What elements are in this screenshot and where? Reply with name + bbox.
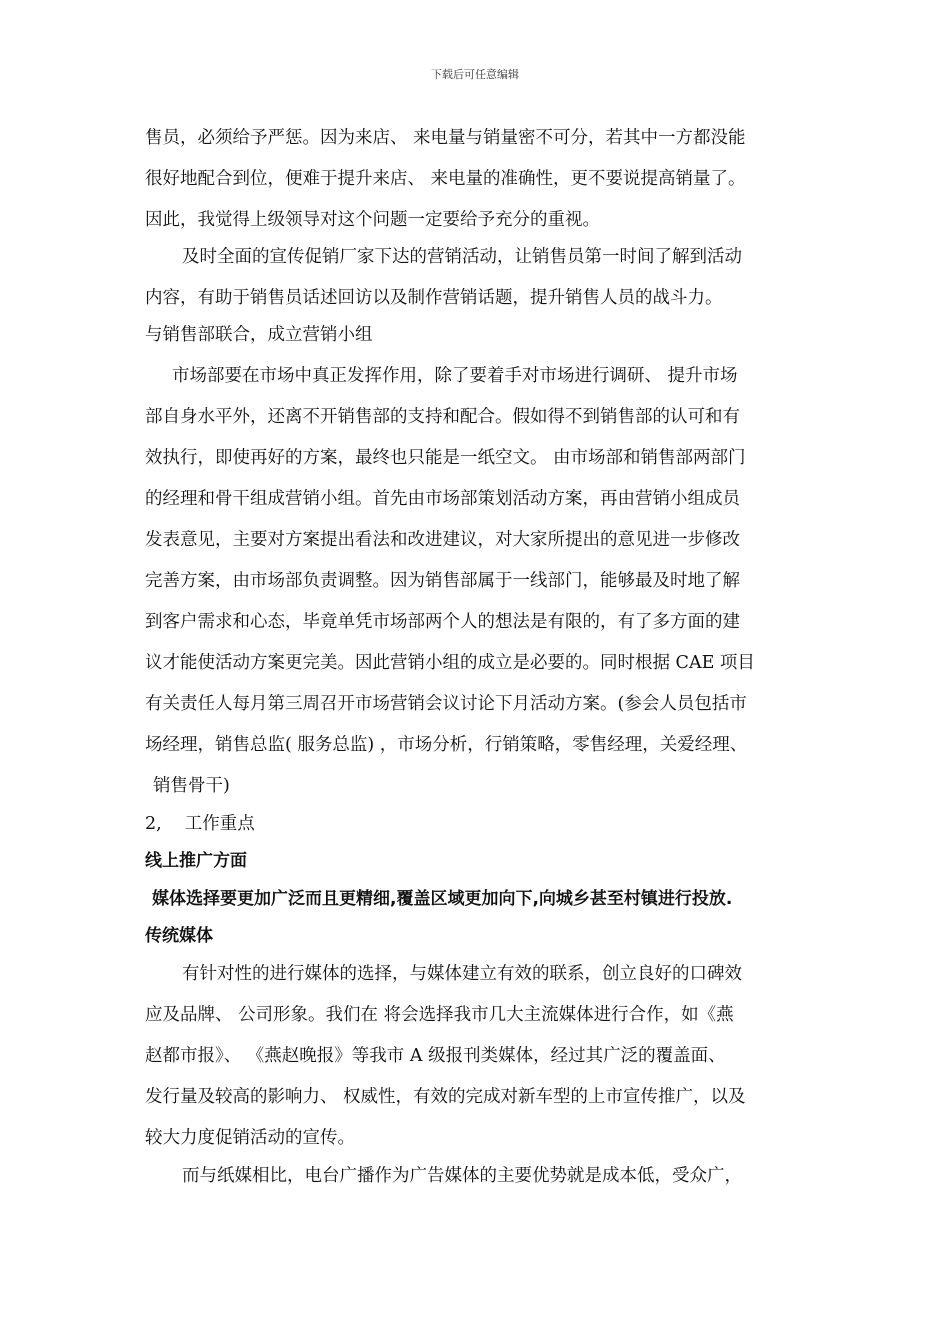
text-line: 因此，我觉得上级领导对这个问题一定要给予充分的重视。 <box>145 210 600 230</box>
page-header: 下载后可任意编辑 <box>431 68 519 81</box>
text-line: 议才能使活动方案更完美。因此营销小组的成立是必要的。同时根据 CAE 项目 <box>145 653 755 673</box>
section-heading: 与销售部联合，成立营销小组 <box>145 325 373 345</box>
text-line: 到客户需求和心态，毕竟单凭市场部两个人的想法是有限的，有了多方面的建 <box>145 612 740 632</box>
text-line: 较大力度促销活动的宣传。 <box>145 1128 355 1148</box>
subheading-traditional-media: 传统媒体 <box>145 926 213 946</box>
text-line: 有关责任人每月第三周召开市场营销会议讨论下月活动方案。(参会人员包括市 <box>145 694 747 714</box>
section-number-heading: 2, 工作重点 <box>145 814 255 834</box>
text-line: 赵都市报》、 《燕赵晚报》等我市 A 级报刊类媒体，经过其广泛的覆盖面、 <box>145 1046 726 1066</box>
text-line: 完善方案，由市场部负责调整。因为销售部属于一线部门，能够最及时地了解 <box>145 571 740 591</box>
text-line: 效执行，即使再好的方案，最终也只能是一纸空文。 由市场部和销售部两部门 <box>145 448 746 468</box>
text-line: 的经理和骨干组成营销小组。首先由市场部策划活动方案，再由营销小组成员 <box>145 489 740 509</box>
text-line: 部自身水平外，还离不开销售部的支持和配合。假如得不到销售部的认可和有 <box>145 407 740 427</box>
text-line: 应及品牌、 公司形象。我们在 将会选择我市几大主流媒体进行合作，如《燕 <box>145 1005 734 1025</box>
text-line: 售员，必须给予严惩。因为来店、 来电量与销量密不可分，若其中一方都没能 <box>145 128 746 148</box>
bold-statement: 媒体选择要更加广泛而且更精细,覆盖区域更加向下,向城乡甚至村镇进行投放. <box>152 889 733 909</box>
text-line: 有针对性的进行媒体的选择，与媒体建立有效的联系，创立良好的口碑效 <box>182 964 742 984</box>
subheading-online-promotion: 线上推广方面 <box>145 851 247 871</box>
text-line: 销售骨干) <box>153 776 230 796</box>
text-line: 内容，有助于销售员话述回访以及制作营销话题，提升销售人员的战斗力。 <box>145 288 723 308</box>
text-line: 场经理，销售总监( 服务总监) ，市场分析，行销策略，零售经理，关爱经理、 <box>145 735 748 755</box>
text-line: 发表意见，主要对方案提出看法和改进建议，对大家所提出的意见进一步修改 <box>145 530 740 550</box>
text-line: 发行量及较高的影响力、 权威性，有效的完成对新车型的上市宣传推广，以及 <box>145 1087 746 1107</box>
text-line: 市场部要在市场中真正发挥作用，除了要着手对市场进行调研、 提升市场 <box>172 366 738 386</box>
text-line: 及时全面的宣传促销厂家下达的营销活动，让销售员第一时间了解到活动 <box>182 247 742 267</box>
text-line: 而与纸媒相比，电台广播作为广告媒体的主要优势就是成本低，受众广， <box>182 1166 742 1186</box>
text-line: 很好地配合到位，便难于提升来店、 来电量的准确性，更不要说提高销量了。 <box>145 169 746 189</box>
